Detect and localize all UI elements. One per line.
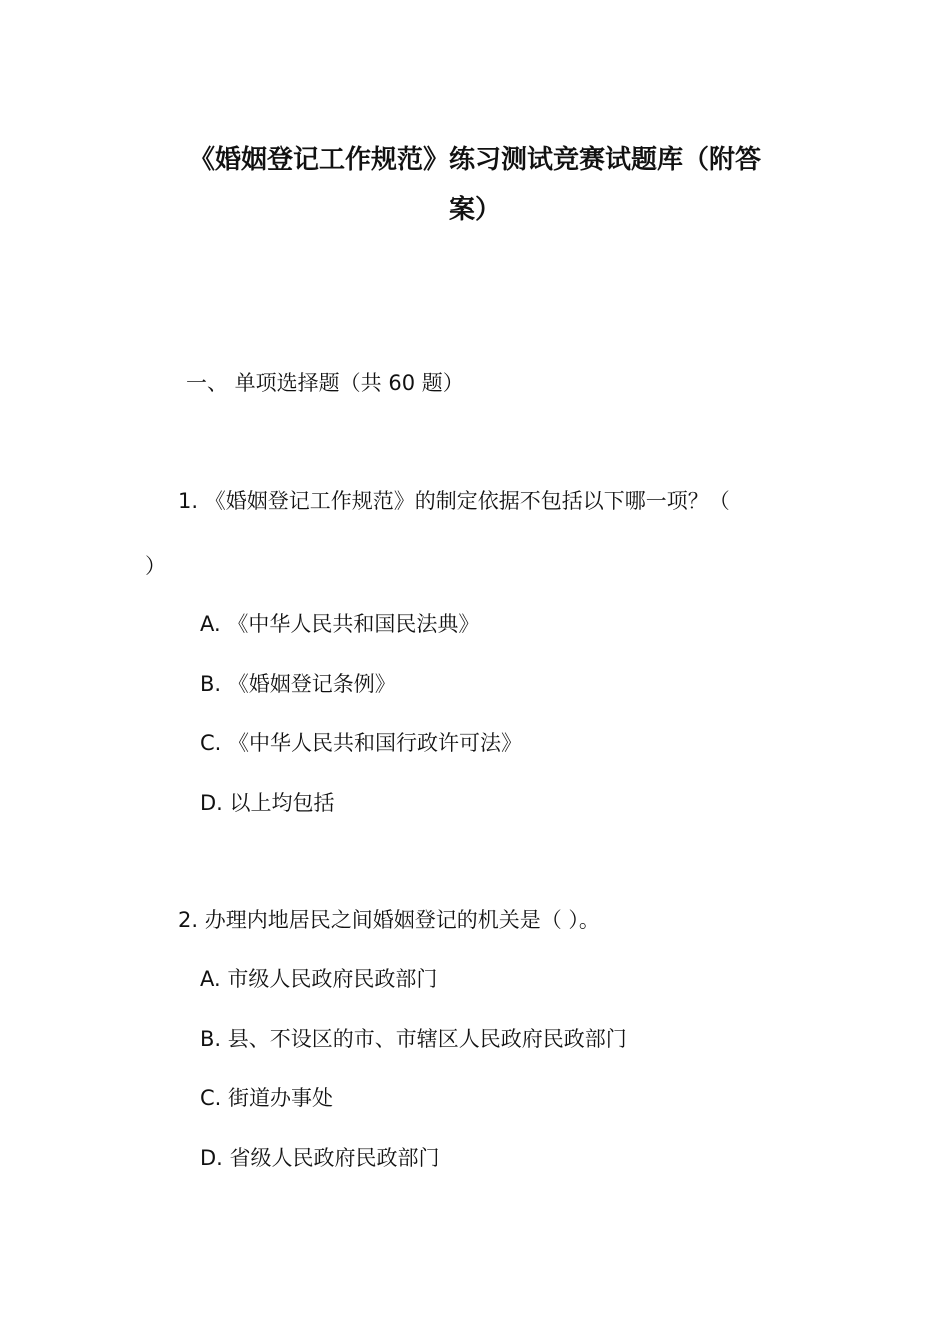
question-1-option-a: A. 《中华人民共和国民法典》 — [200, 612, 480, 636]
title-line-1: 《婚姻登记工作规范》练习测试竞赛试题库（附答 — [188, 145, 761, 175]
question-2-stem: 2. 办理内地居民之间婚姻登记的机关是（ ）。 — [178, 908, 600, 932]
question-1-stem: 1. 《婚姻登记工作规范》的制定依据不包括以下哪一项？（ — [178, 489, 730, 513]
section-heading: 一、 单项选择题（共 60 题） — [186, 371, 464, 395]
question-1-option-d: D. 以上均包括 — [200, 791, 335, 815]
question-2-option-c: C. 街道办事处 — [200, 1086, 334, 1110]
question-1-stem-continuation: ） — [145, 554, 166, 578]
question-2-option-a: A. 市级人民政府民政部门 — [200, 967, 438, 991]
question-1-option-b: B. 《婚姻登记条例》 — [200, 672, 396, 696]
question-2-option-d: D. 省级人民政府民政部门 — [200, 1146, 440, 1170]
question-2-option-b: B. 县、不设区的市、市辖区人民政府民政部门 — [200, 1027, 627, 1051]
document-title — [150, 135, 800, 235]
question-1-option-c: C. 《中华人民共和国行政许可法》 — [200, 731, 523, 755]
title-line-2: 案） — [448, 195, 501, 225]
